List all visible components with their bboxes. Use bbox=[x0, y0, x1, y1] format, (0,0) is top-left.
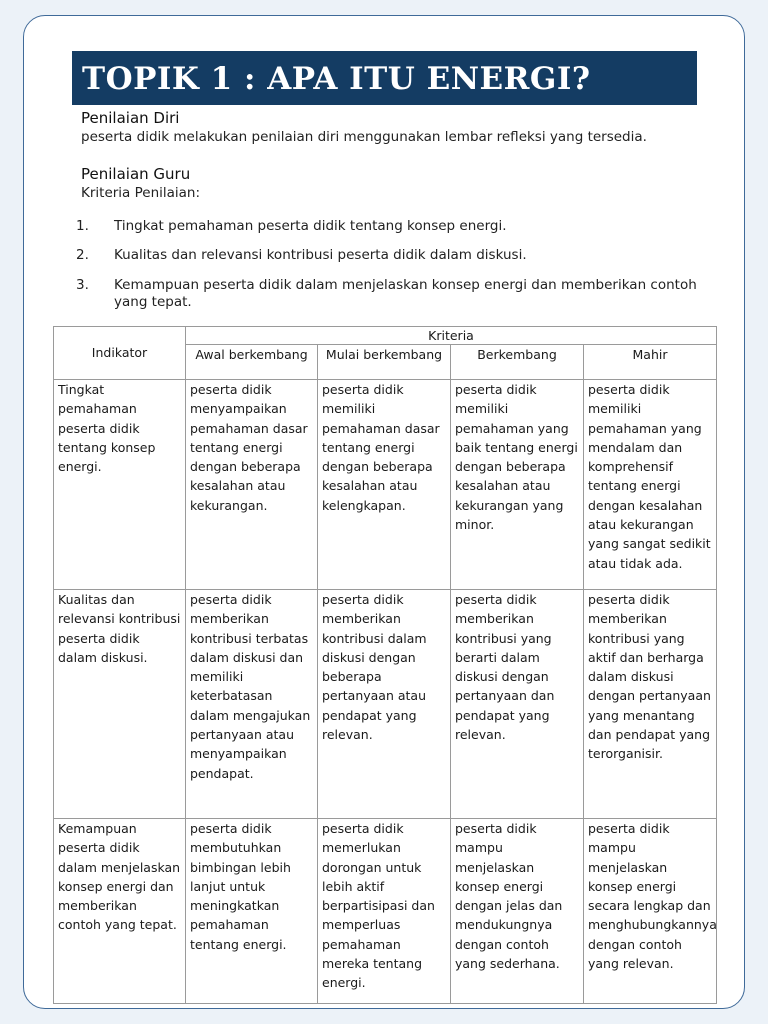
rubric-cell: peserta didik mampu menjelaskan konsep energi dengan jelas dan mendukungnya dengan contoh yang sederhana. bbox=[451, 819, 584, 1004]
level-header: Mahir bbox=[584, 345, 717, 380]
criteria-number: 2. bbox=[76, 247, 89, 263]
rubric-cell: peserta didik memberikan kontribusi terbatas dalam diskusi dan memiliki keterbatasan dalam mengajukan pertanyaan atau menyampaikan pendapat. bbox=[186, 590, 318, 819]
criteria-number: 3. bbox=[76, 277, 89, 293]
rubric-cell: peserta didik memiliki pemahaman dasar tentang energi dengan beberapa kesalahan atau kelengkapan. bbox=[318, 380, 451, 590]
criteria-subheading: Kriteria Penilaian: bbox=[81, 185, 201, 201]
rubric-cell: peserta didik memberikan kontribusi dalam diskusi dengan beberapa pertanyaan atau pendapat yang relevan. bbox=[318, 590, 451, 819]
indicator-header: Indikator bbox=[54, 327, 186, 380]
table-row bbox=[54, 590, 717, 819]
title-banner bbox=[72, 51, 697, 105]
rubric-cell: peserta didik memiliki pemahaman yang mendalam dan komprehensif tentang energi dengan kesalahan atau kekurangan yang sangat sedikit atau tidak ada. bbox=[584, 380, 717, 590]
rubric-cell: peserta didik mampu menjelaskan konsep energi secara lengkap dan menghubungkannya dengan contoh yang relevan. bbox=[584, 819, 717, 1004]
rubric-cell: peserta didik memberikan kontribusi yang aktif dan berharga dalam diskusi dengan pertanyaan yang menantang dan pendapat yang terorganisir. bbox=[584, 590, 717, 819]
rubric-cell: peserta didik menyampaikan pemahaman dasar tentang energi dengan beberapa kesalahan atau kekurangan. bbox=[186, 380, 318, 590]
criteria-item: Kemampuan peserta didik dalam menjelaskan konsep energi dan memberikan contoh yang tepat. bbox=[114, 277, 697, 310]
self-assessment-text: peserta didik melakukan penilaian diri menggunakan lembar refleksi yang tersedia. bbox=[81, 129, 647, 145]
rubric-cell: peserta didik memerlukan dorongan untuk lebih aktif berpartisipasi dan memperluas pemahaman mereka tentang energi. bbox=[318, 819, 451, 1004]
page-title: TOPIK 1 : APA ITU ENERGI? bbox=[82, 61, 591, 97]
rubric-cell: peserta didik memiliki pemahaman yang baik tentang energi dengan beberapa kesalahan atau kekurangan yang minor. bbox=[451, 380, 584, 590]
rubric-cell: peserta didik memberikan kontribusi yang berarti dalam diskusi dengan pertanyaan dan pendapat yang relevan. bbox=[451, 590, 584, 819]
level-header: Berkembang bbox=[451, 345, 584, 380]
table-row bbox=[54, 819, 717, 1004]
rubric-cell: peserta didik membutuhkan bimbingan lebih lanjut untuk meningkatkan pemahaman tentang energi. bbox=[186, 819, 318, 1004]
criteria-item: Tingkat pemahaman peserta didik tentang konsep energi. bbox=[114, 218, 507, 234]
criteria-item: Kualitas dan relevansi kontribusi peserta didik dalam diskusi. bbox=[114, 247, 527, 263]
level-header: Mulai berkembang bbox=[318, 345, 451, 380]
self-assessment-heading: Penilaian Diri bbox=[81, 109, 180, 127]
indicator-cell: Kualitas dan relevansi kontribusi peserta didik dalam diskusi. bbox=[54, 590, 186, 819]
teacher-assessment-heading: Penilaian Guru bbox=[81, 165, 191, 183]
indicator-cell: Tingkat pemahaman peserta didik tentang konsep energi. bbox=[54, 380, 186, 590]
criteria-header: Kriteria bbox=[186, 327, 717, 345]
indicator-cell: Kemampuan peserta didik dalam menjelaskan konsep energi dan memberikan contoh yang tepat. bbox=[54, 819, 186, 1004]
level-header: Awal berkembang bbox=[186, 345, 318, 380]
criteria-number: 1. bbox=[76, 218, 89, 234]
rubric-table bbox=[53, 326, 717, 1004]
table-row bbox=[54, 380, 717, 590]
